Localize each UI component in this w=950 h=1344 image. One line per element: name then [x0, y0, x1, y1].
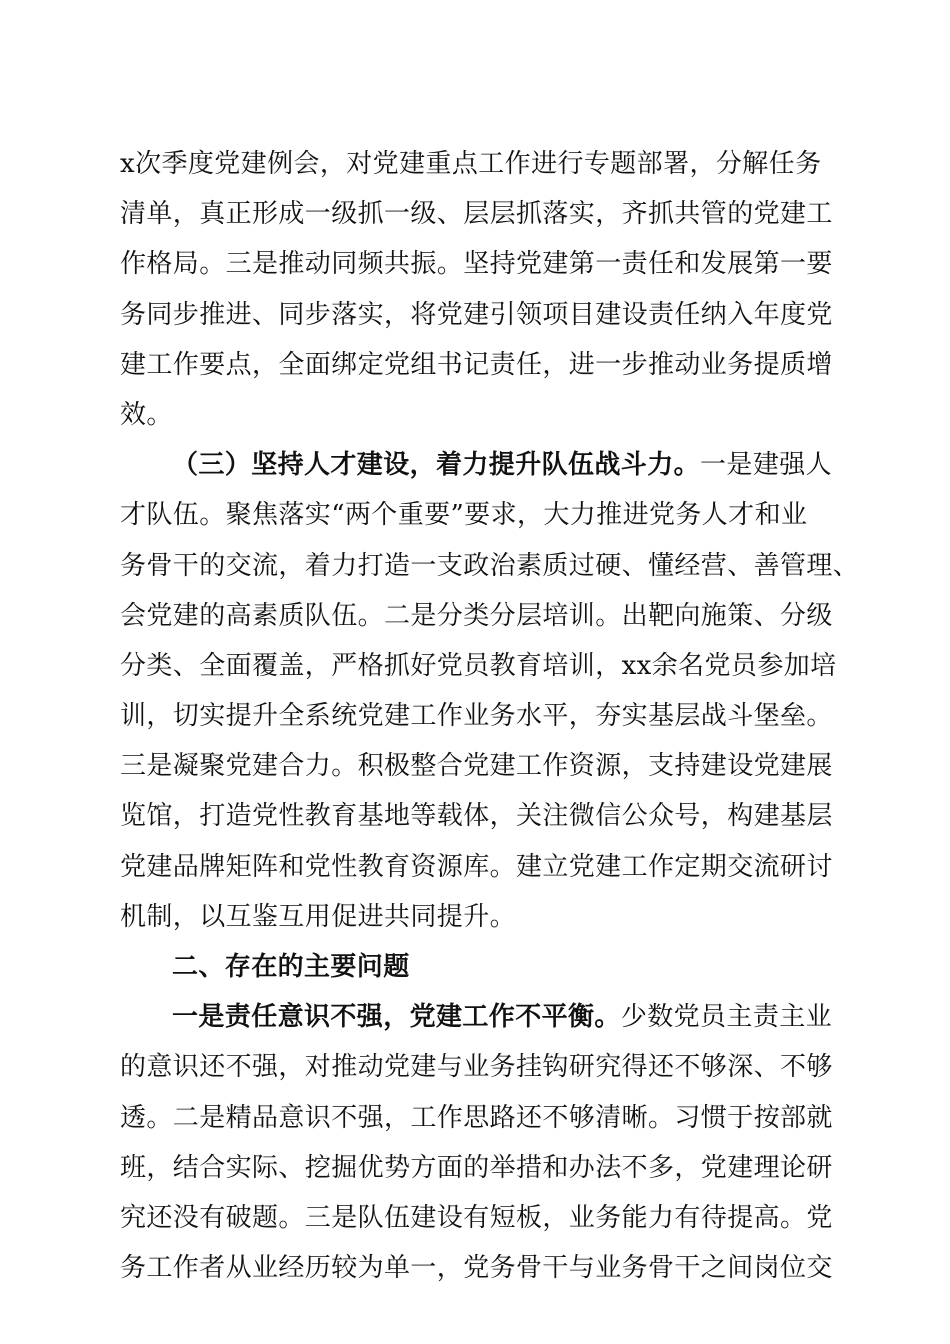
text-line: x次季度党建例会，对党建重点工作进行专题部署，分解任务 — [120, 149, 822, 179]
text-line: 清单，真正形成一级抓一级、层层抓落实，齐抓共管的党建工 — [120, 199, 833, 230]
text-line: 究还没有破题。三是队伍建设有短板，业务能力有待提高。党 — [120, 1202, 833, 1233]
paragraph-lead-rest: 少数党员主责主业 — [620, 1002, 833, 1033]
text-line: 效。 — [120, 399, 173, 430]
paragraph-lead-rest: 一是建强人 — [700, 450, 833, 481]
text-line: 班，结合实际、挖掘优势方面的举措和办法不多，党建理论研 — [120, 1152, 833, 1183]
paragraph-first-line — [120, 440, 834, 490]
paragraph-first-line — [120, 992, 834, 1042]
text-line: 作格局。三是推动同频共振。坚持党建第一责任和发展第一要 — [120, 249, 833, 280]
text-line: 务骨干的交流，着力打造一支政治素质过硬、懂经营、善管理、 — [120, 550, 860, 581]
section-heading: 二、存在的主要问题 — [172, 952, 410, 982]
text-line: 会党建的高素质队伍。二是分类分层培训。出靶向施策、分级 — [120, 600, 833, 631]
text-line: 机制，以互鉴互用促进共同提升。 — [120, 901, 517, 932]
text-line: 务同步推进、同步落实，将党建引领项目建设责任纳入年度党 — [120, 299, 833, 330]
text-line: 务工作者从业经历较为单一，党务骨干与业务骨干之间岗位交 — [120, 1253, 833, 1284]
text-line: 训，切实提升全系统党建工作业务水平，夯实基层战斗堡垒。 — [120, 701, 833, 732]
text-line: 党建品牌矩阵和党性教育资源库。建立党建工作定期交流研讨 — [120, 851, 833, 882]
text-line: 览馆，打造党性教育基地等载体，关注微信公众号，构建基层 — [120, 801, 833, 832]
text-line: 才队伍。聚焦落实“两个重要”要求，大力推进党务人才和业 — [120, 500, 808, 531]
text-line: 透。二是精品意识不强，工作思路还不够清晰。习惯于按部就 — [120, 1102, 833, 1133]
document-body — [120, 139, 860, 1293]
paragraph-lead-bold: （三）坚持人才建设，着力提升队伍战斗力。 — [172, 450, 701, 481]
paragraph-lead-bold: 一是责任意识不强，党建工作不平衡。 — [172, 1002, 621, 1033]
text-line: 三是凝聚党建合力。积极整合党建工作资源，支持建设党建展 — [120, 751, 833, 782]
text-line: 分类、全面覆盖，严格抓好党员教育培训，xx余名党员参加培 — [120, 650, 837, 681]
text-line: 的意识还不强，对推动党建与业务挂钩研究得还不够深、不够 — [120, 1052, 833, 1083]
text-line: 建工作要点，全面绑定党组书记责任，进一步推动业务提质增 — [120, 349, 833, 380]
